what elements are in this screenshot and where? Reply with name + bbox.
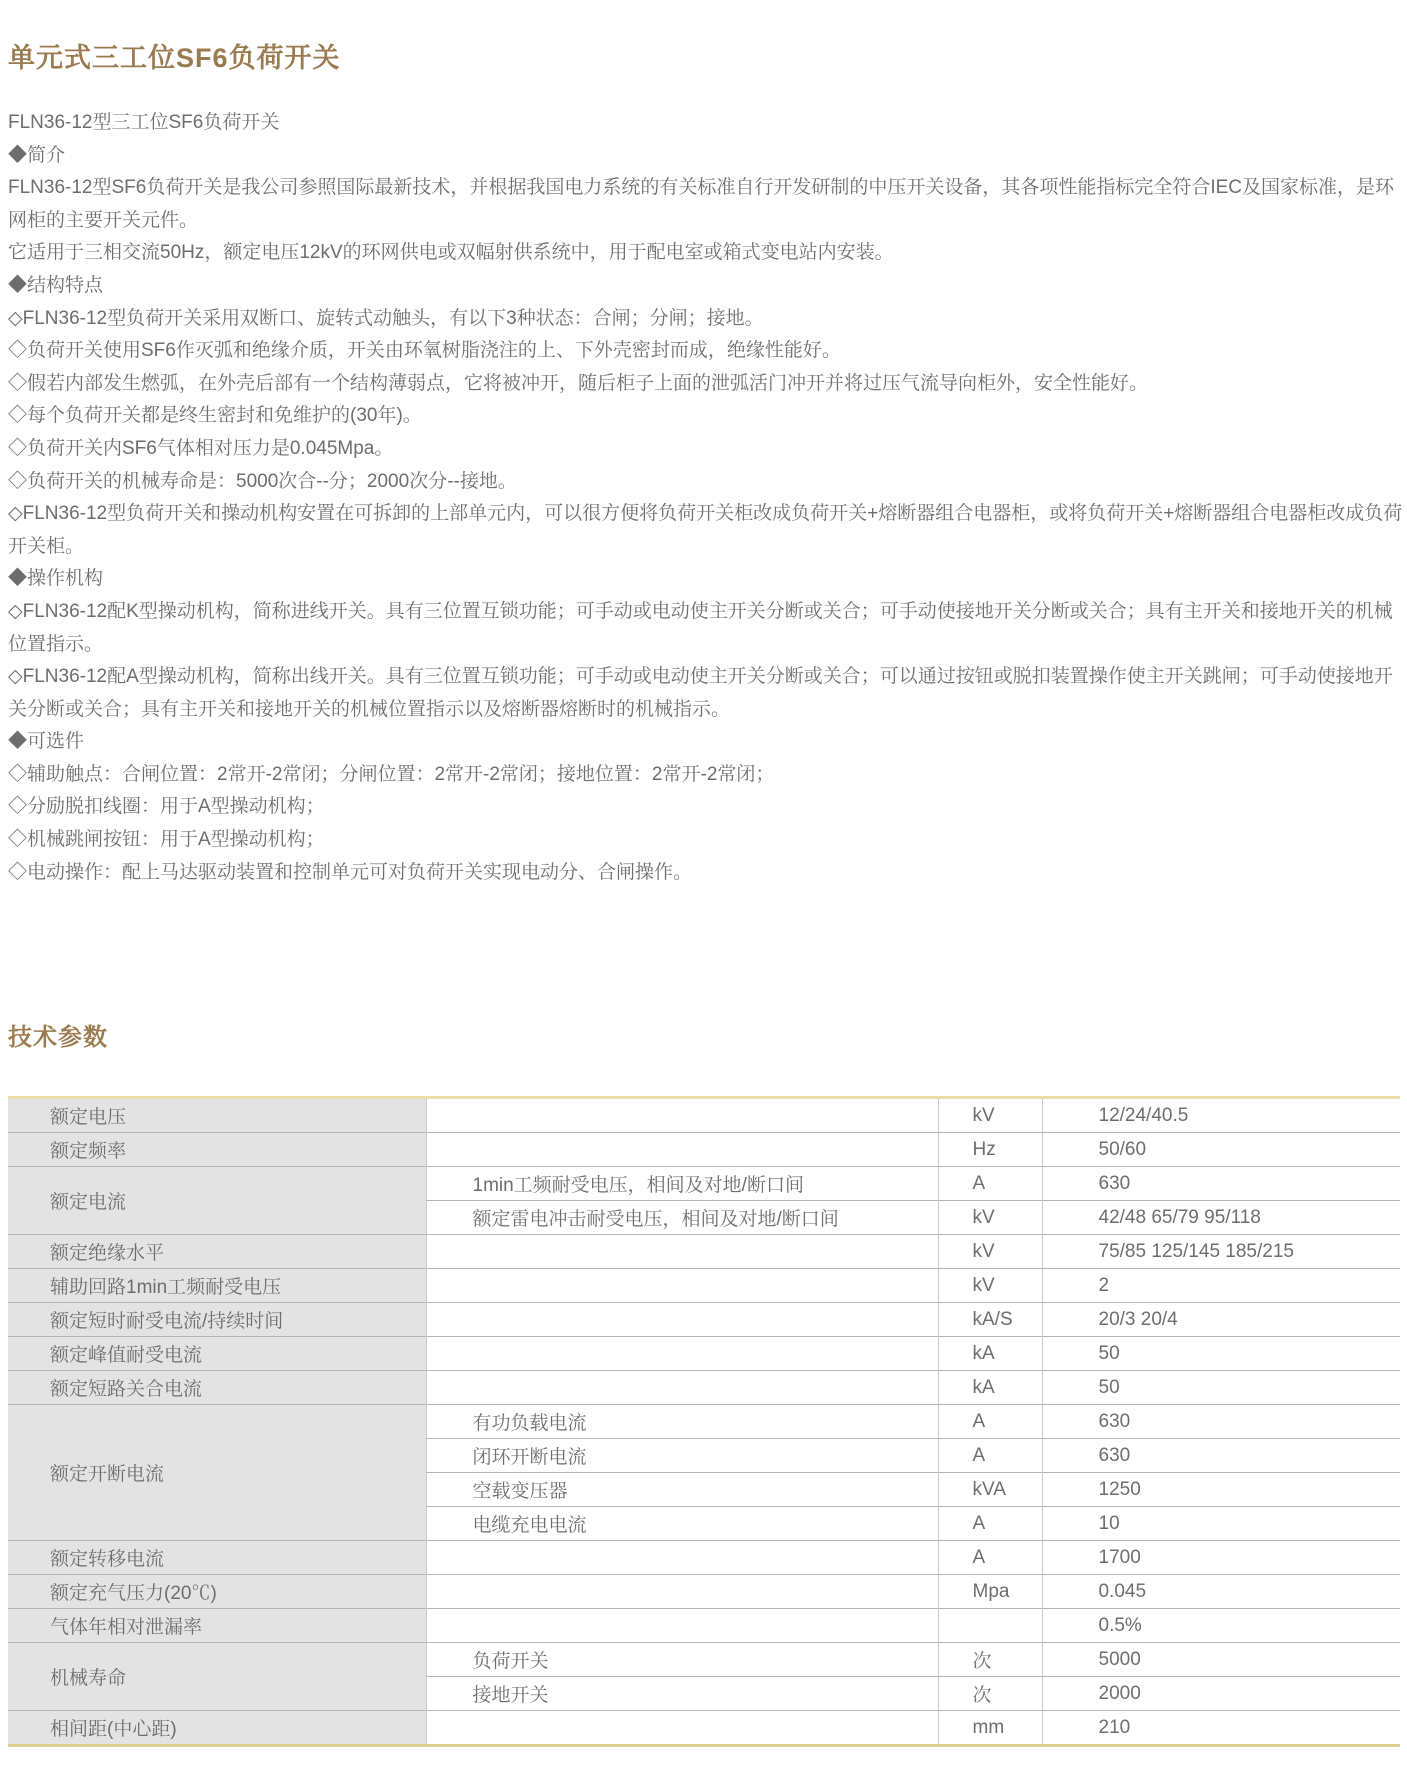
param-label-cell: 机械寿命 <box>8 1643 426 1711</box>
table-row <box>8 1098 1400 1133</box>
content-line: ◇电动操作：配上马达驱动装置和控制单元可对负荷开关实现电动分、合闸操作。 <box>8 861 693 883</box>
param-sub-cell: 1min工频耐受电压，相间及对地/断口间 <box>426 1167 938 1201</box>
table-row <box>8 1371 1400 1405</box>
tech-params-table <box>8 1096 1400 1747</box>
param-value-cell: 1250 <box>1042 1473 1400 1507</box>
param-label-cell: 相间距(中心距) <box>8 1711 426 1746</box>
param-value-cell: 42/48 65/79 95/118 <box>1042 1201 1400 1235</box>
param-unit-cell: 次 <box>938 1677 1042 1711</box>
table-row <box>8 1575 1400 1609</box>
param-value-cell: 50/60 <box>1042 1133 1400 1167</box>
param-sub-cell <box>426 1133 938 1167</box>
param-unit-cell: kV <box>938 1201 1042 1235</box>
section-heading: ◆可选件 <box>8 731 85 753</box>
table-row <box>8 1133 1400 1167</box>
param-value-cell: 10 <box>1042 1507 1400 1541</box>
param-unit-cell: A <box>938 1439 1042 1473</box>
content-line: ◇机械跳闸按钮：用于A型操动机构； <box>8 829 325 851</box>
param-unit-cell: kA <box>938 1337 1042 1371</box>
product-description <box>8 107 1403 889</box>
param-sub-cell: 闭环开断电流 <box>426 1439 938 1473</box>
param-value-cell: 630 <box>1042 1439 1400 1473</box>
param-sub-cell <box>426 1371 938 1405</box>
table-row <box>8 1405 1400 1439</box>
table-row <box>8 1303 1400 1337</box>
param-unit-cell: kV <box>938 1269 1042 1303</box>
table-row <box>8 1235 1400 1269</box>
param-label-cell: 额定绝缘水平 <box>8 1235 426 1269</box>
section-heading: ◆操作机构 <box>8 568 104 590</box>
param-label-cell: 额定短路关合电流 <box>8 1371 426 1405</box>
param-value-cell: 0.045 <box>1042 1575 1400 1609</box>
content-line: ◇FLN36-12配K型操动机构，简称进线开关。具有三位置互锁功能；可手动或电动使主开关分断或关合；可手动使接地开关分断或关合；具有主开关和接地开关的机械位置指示。 <box>8 600 1393 655</box>
page-title: 单元式三工位SF6负荷开关 <box>8 43 341 73</box>
content-line: ◇负荷开关使用SF6作灭弧和绝缘介质，开关由环氧树脂浇注的上、下外壳密封而成，绝缘性能好。 <box>8 340 841 362</box>
section-heading: ◆简介 <box>8 144 66 166</box>
param-unit-cell: A <box>938 1541 1042 1575</box>
content-line: ◇负荷开关内SF6气体相对压力是0.045Mpa。 <box>8 437 394 459</box>
table-row <box>8 1643 1400 1677</box>
table-row <box>8 1541 1400 1575</box>
param-value-cell: 2 <box>1042 1269 1400 1303</box>
param-sub-cell <box>426 1711 938 1746</box>
param-label-cell: 辅助回路1min工频耐受电压 <box>8 1269 426 1303</box>
param-value-cell: 75/85 125/145 185/215 <box>1042 1235 1400 1269</box>
param-label-cell: 额定开断电流 <box>8 1405 426 1541</box>
param-unit-cell <box>938 1609 1042 1643</box>
section-heading: ◆结构特点 <box>8 274 104 296</box>
content-line: ◇负荷开关的机械寿命是：5000次合--分；2000次分--接地。 <box>8 470 517 492</box>
content-line: 它适用于三相交流50Hz，额定电压12kV的环网供电或双幅射供系统中，用于配电室或箱式变电站内安装。 <box>8 242 894 264</box>
content-line: ◇辅助触点：合闸位置：2常开-2常闭；分闸位置：2常开-2常闭；接地位置：2常开-2常闭； <box>8 763 775 785</box>
content-line: ◇FLN36-12型负荷开关采用双断口、旋转式动触头，有以下3种状态：合闸；分闸；接地。 <box>8 307 764 329</box>
content-line: ◇FLN36-12配A型操动机构，简称出线开关。具有三位置互锁功能；可手动或电动使主开关分断或关合；可以通过按钮或脱扣装置操作使主开关跳闸；可手动使接地开关分断或关合；具有主开关和接地开关的机械位置指示以及熔断器熔断时的机械指示。 <box>8 666 1393 720</box>
param-unit-cell: kA/S <box>938 1303 1042 1337</box>
content-line: ◇假若内部发生燃弧，在外壳后部有一个结构薄弱点，它将被冲开，随后柜子上面的泄弧活门冲开并将过压气流导向柜外，安全性能好。 <box>8 372 1149 394</box>
param-label-cell: 额定充气压力(20℃) <box>8 1575 426 1609</box>
param-label-cell: 额定峰值耐受电流 <box>8 1337 426 1371</box>
param-sub-cell: 额定雷电冲击耐受电压，相间及对地/断口间 <box>426 1201 938 1235</box>
table-row <box>8 1711 1400 1746</box>
content-line: ◇每个负荷开关都是终生密封和免维护的(30年)。 <box>8 405 422 427</box>
param-value-cell: 12/24/40.5 <box>1042 1098 1400 1133</box>
param-value-cell: 630 <box>1042 1167 1400 1201</box>
param-unit-cell: 次 <box>938 1643 1042 1677</box>
param-value-cell: 5000 <box>1042 1643 1400 1677</box>
param-label-cell: 气体年相对泄漏率 <box>8 1609 426 1643</box>
param-unit-cell: Mpa <box>938 1575 1042 1609</box>
param-value-cell: 50 <box>1042 1371 1400 1405</box>
param-label-cell: 额定电压 <box>8 1098 426 1133</box>
param-sub-cell <box>426 1269 938 1303</box>
param-unit-cell: A <box>938 1507 1042 1541</box>
param-sub-cell <box>426 1541 938 1575</box>
param-value-cell: 1700 <box>1042 1541 1400 1575</box>
param-sub-cell: 有功负载电流 <box>426 1405 938 1439</box>
param-unit-cell: kA <box>938 1371 1042 1405</box>
content-line: ◇分励脱扣线圈：用于A型操动机构； <box>8 796 325 818</box>
param-value-cell: 20/3 20/4 <box>1042 1303 1400 1337</box>
param-sub-cell <box>426 1609 938 1643</box>
param-value-cell: 2000 <box>1042 1677 1400 1711</box>
param-value-cell: 0.5% <box>1042 1609 1400 1643</box>
param-unit-cell: kVA <box>938 1473 1042 1507</box>
param-value-cell: 210 <box>1042 1711 1400 1746</box>
param-unit-cell: kV <box>938 1235 1042 1269</box>
table-row <box>8 1167 1400 1201</box>
param-sub-cell: 电缆充电电流 <box>426 1507 938 1541</box>
content-line: ◇FLN36-12型负荷开关和操动机构安置在可拆卸的上部单元内，可以很方便将负荷开关柜改成负荷开关+熔断器组合电器柜，或将负荷开关+熔断器组合电器柜改成负荷开关柜。 <box>8 503 1403 557</box>
param-unit-cell: kV <box>938 1098 1042 1133</box>
param-sub-cell <box>426 1235 938 1269</box>
param-sub-cell: 空载变压器 <box>426 1473 938 1507</box>
table-row <box>8 1337 1400 1371</box>
param-value-cell: 630 <box>1042 1405 1400 1439</box>
param-sub-cell <box>426 1575 938 1609</box>
param-unit-cell: A <box>938 1167 1042 1201</box>
param-label-cell: 额定频率 <box>8 1133 426 1167</box>
param-sub-cell <box>426 1098 938 1133</box>
content-line: FLN36-12型SF6负荷开关是我公司参照国际最新技术，并根据我国电力系统的有关标准自行开发研制的中压开关设备，其各项性能指标完全符合IEC及国家标准，是环网柜的主要开关元件。 <box>8 177 1395 231</box>
content-line: FLN36-12型三工位SF6负荷开关 <box>8 112 280 133</box>
param-unit-cell: A <box>938 1405 1042 1439</box>
param-label-cell: 额定电流 <box>8 1167 426 1235</box>
param-sub-cell: 负荷开关 <box>426 1643 938 1677</box>
param-sub-cell: 接地开关 <box>426 1677 938 1711</box>
param-label-cell: 额定转移电流 <box>8 1541 426 1575</box>
param-sub-cell <box>426 1303 938 1337</box>
param-sub-cell <box>426 1337 938 1371</box>
table-row <box>8 1609 1400 1643</box>
param-unit-cell: mm <box>938 1711 1042 1746</box>
tech-params-heading: 技术参数 <box>8 1024 108 1052</box>
param-value-cell: 50 <box>1042 1337 1400 1371</box>
table-row <box>8 1269 1400 1303</box>
param-label-cell: 额定短时耐受电流/持续时间 <box>8 1303 426 1337</box>
param-unit-cell: Hz <box>938 1133 1042 1167</box>
